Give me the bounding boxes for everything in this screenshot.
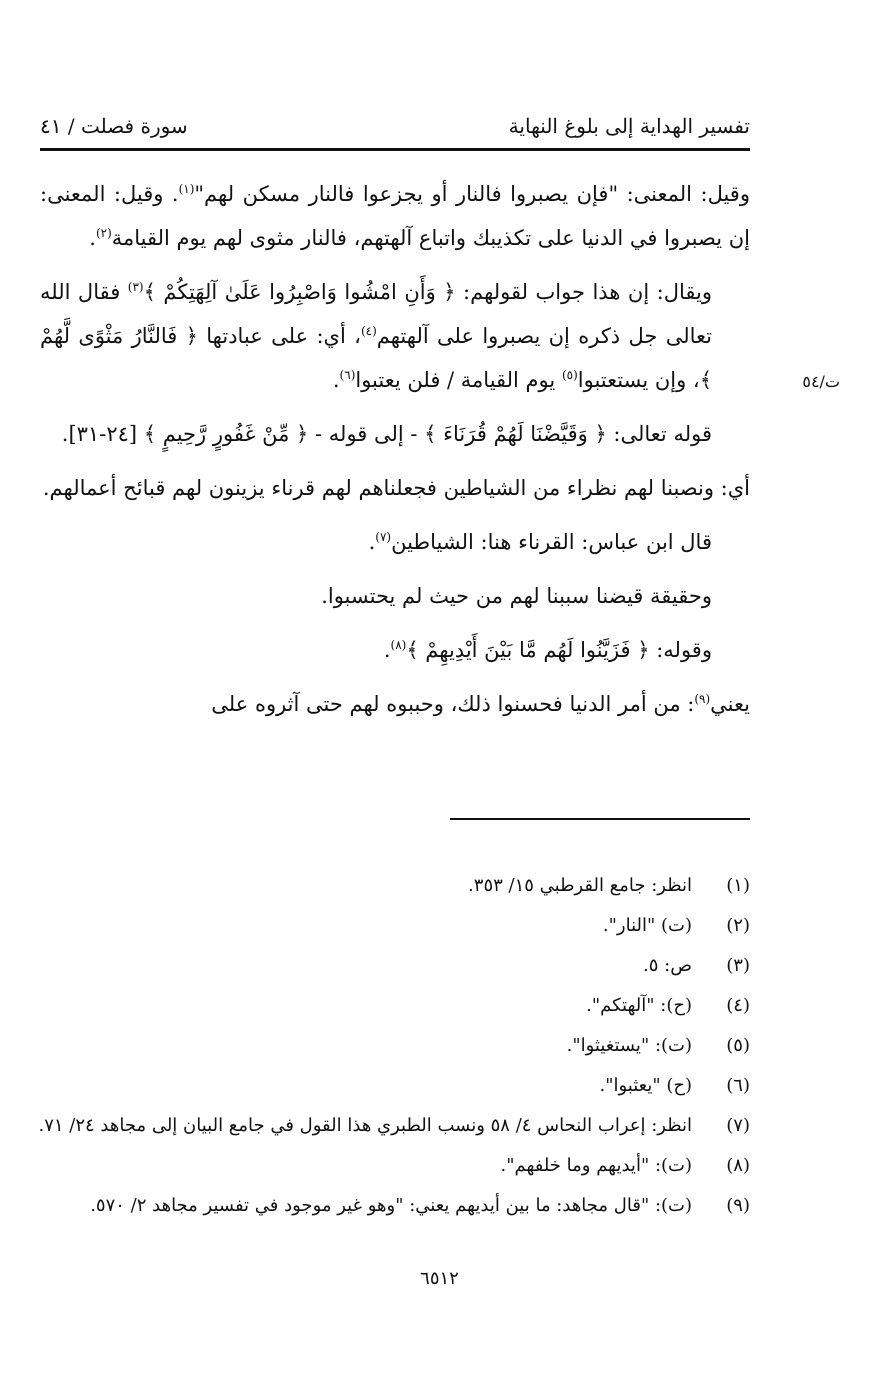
footnote-ref-4: (٤) (360, 324, 377, 338)
footnote-ref-5: (٥) (561, 368, 578, 382)
footnote: (٩) (ت): "قال مجاهد: ما بين أيديهم يعني: "وهو غير موجود في تفسير مجاهد ٢/ ٥٧٠. (90, 1194, 750, 1216)
header-rule (40, 148, 750, 151)
footnotes (40, 865, 750, 1225)
footnote: (١) انظر: جامع القرطبي ١٥/ ٣٥٣. (468, 874, 750, 896)
paragraph-3-verse-heading: قوله تعالى: ﴿ وَقَيَّضْنَا لَهُمْ قُرَنَاءَ ﴾ - إلى قوله - ﴿ مِّنْ غَفُورٍ رَّحِيمٍ ﴾ [٢٤-٣١]. (61, 422, 712, 446)
paragraph-7: وقوله: ﴿ فَزَيَّنُوا لَهُم مَّا بَيْنَ أَيْدِيهِمْ ﴾$^{(٨)}$. (383, 638, 712, 662)
paragraph-1: وقيل: المعنى: "فإن يصبروا فالنار أو يجزعوا فالنار مسكن لهم"$^{(١)}$. وقيل: المعنى: إن يصبروا في الدنيا على تكذيبك واتباع آلهتهم، فالنار مثوى لهم يوم القيامة$^{(٢)}$. (40, 182, 750, 250)
footnote-ref-1: (١) (178, 182, 195, 196)
footnote-separator (450, 818, 750, 820)
surah-label: سورة فصلت / ٤١ (40, 114, 188, 138)
paragraph-2: ويقال: إن هذا جواب لقولهم: ﴿ وَأَنِ امْشُوا وَاصْبِرُوا عَلَىٰ آلِهَتِكُمْ ﴾$^{(٣)}$ فقال الله تعالى جل ذكره إن يصبروا على آلهتهم$^{(٤)}$، أي: على عبادتها ﴿ فَالنَّارُ مَثْوًى لَّهُمْ ﴾، وإن يستعتبوا$^{(٥)}$ يوم القيامة / فلن يعتبوا$^{(٦)}$. (40, 280, 712, 392)
footnote: (٦) (ح) "يعثبوا". (599, 1074, 750, 1096)
paragraph-8: يعني$^{(٩)}$: من أمر الدنيا فحسنوا ذلك، وحببوه لهم حتى آثروه على (211, 692, 750, 716)
footnote: (٥) (ت): "يستغيثوا". (566, 1034, 750, 1056)
footnote: (٨) (ت): "أيديهم وما خلفهم". (500, 1154, 750, 1176)
marginal-note: ت/٥٤ (802, 372, 840, 391)
footnote-ref-9: (٩) (694, 692, 711, 706)
footnote-ref-6: (٦) (339, 368, 356, 382)
footnote-ref-2: (٢) (95, 226, 112, 240)
footnote: (٢) (ت) "النار". (602, 914, 750, 936)
paragraph-4: أي: ونصبنا لهم نظراء من الشياطين فجعلناهم لهم قرناء يزينون لهم قبائح أعمالهم. (42, 476, 750, 500)
book-title: تفسير الهداية إلى بلوغ النهاية (508, 114, 750, 138)
footnote-ref-3: (٣) (127, 280, 144, 294)
footnote: (٧) انظر: إعراب النحاس ٤/ ٥٨ ونسب الطبري هذا القول في جامع البيان إلى مجاهد ٢٤/ ٧١. (38, 1114, 750, 1136)
footnote: (٣) ص: ٥. (643, 954, 750, 976)
page-number: ٦٥١٢ (420, 1268, 459, 1289)
running-header (40, 110, 750, 146)
footnote: (٤) (ح): "آلهتكم". (586, 994, 750, 1016)
main-text (40, 172, 750, 736)
paragraph-6: وحقيقة قيضنا سببنا لهم من حيث لم يحتسبوا. (321, 584, 712, 608)
footnote-ref-8: (٨) (390, 638, 407, 652)
paragraph-5: قال ابن عباس: القرناء هنا: الشياطين$^{(٧)}$. (368, 530, 712, 554)
footnote-ref-7: (٧) (375, 530, 392, 544)
